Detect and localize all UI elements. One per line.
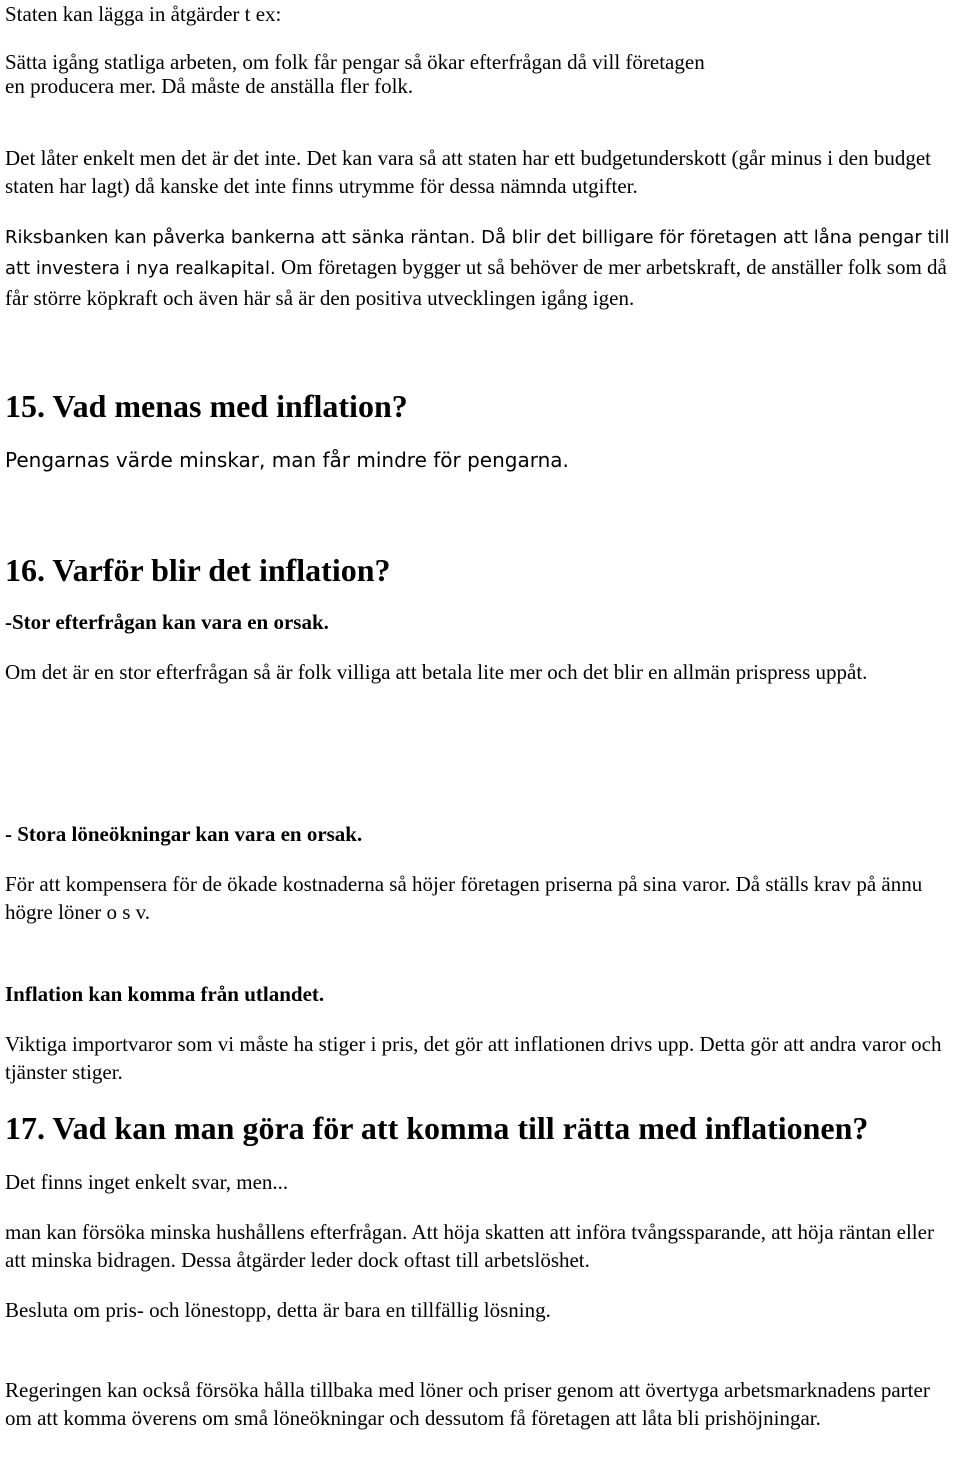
answer-17-freeze: Besluta om pris- och lönestopp, detta är bara en tillfällig lösning.	[5, 1298, 551, 1322]
cause-wages-heading: - Stora löneökningar kan vara en orsak.	[5, 822, 363, 846]
paragraph-state-work-line1: Sätta igång statliga arbeten, om folk får pengar så ökar efterfrågan då vill företagen	[5, 50, 705, 74]
paragraph-state-work-line2: en producera mer. Då måste de anställa fler folk.	[5, 74, 414, 98]
answer-15: Pengarnas värde minskar, man får mindre för pengarna.	[5, 448, 569, 472]
heading-question-16: 16. Varför blir det inflation?	[5, 552, 391, 588]
answer-17-government: Regeringen kan också försöka hålla tillbaka med löner och priser genom att övertyga arbetsmarknadens parter om att komma överens om små löneökningar och dessutom få företagen att låta bli prishöjningar.	[5, 1378, 930, 1430]
answer-17-intro: Det finns inget enkelt svar, men...	[5, 1170, 289, 1194]
cause-abroad-heading: Inflation kan komma från utlandet.	[5, 982, 325, 1006]
cause-demand-text: Om det är en stor efterfrågan så är folk villiga att betala lite mer och det blir en allmän prispress uppåt.	[5, 660, 868, 684]
answer-17-demand: man kan försöka minska hushållens efterfrågan. Att höja skatten att införa tvångssparande, att höja räntan eller att minska bidragen. Dessa åtgärder leder dock oftast till arbetslöshet.	[5, 1220, 934, 1272]
paragraph-budget: Det låter enkelt men det är det inte. Det kan vara så att staten har ett budgetunderskott (går minus i den budget staten har lagt) då kanske det inte finns utrymme för dessa nämnda utgifter.	[5, 146, 932, 198]
heading-question-17: 17. Vad kan man göra för att komma till rätta med inflationen?	[5, 1110, 869, 1146]
cause-wages-text: För att kompensera för de ökade kostnaderna så höjer företagen priserna på sina varor. Då ställs krav på ännu högre löner o s v.	[5, 872, 923, 924]
riksbanken-serif-text: Om företagen bygger ut så behöver de mer arbetskraft, de anställer folk som då får större köpkraft och även här så är den positiva utvecklingen igång igen.	[5, 255, 947, 310]
cause-demand-heading: -Stor efterfrågan kan vara en orsak.	[5, 610, 329, 634]
riksbanken-sans-text: Riksbanken kan påverka bankerna att sänka räntan. Då blir det billigare för företagen att låna pengar till att investera i nya realkapital.	[5, 227, 950, 279]
cause-abroad-text: Viktiga importvaror som vi måste ha stiger i pris, det gör att inflationen drivs upp. Detta gör att andra varor och tjänster stiger.	[5, 1032, 942, 1084]
paragraph-intro: Staten kan lägga in åtgärder t ex:	[5, 2, 282, 26]
paragraph-riksbanken	[5, 222, 955, 312]
heading-question-15: 15. Vad menas med inflation?	[5, 388, 408, 424]
